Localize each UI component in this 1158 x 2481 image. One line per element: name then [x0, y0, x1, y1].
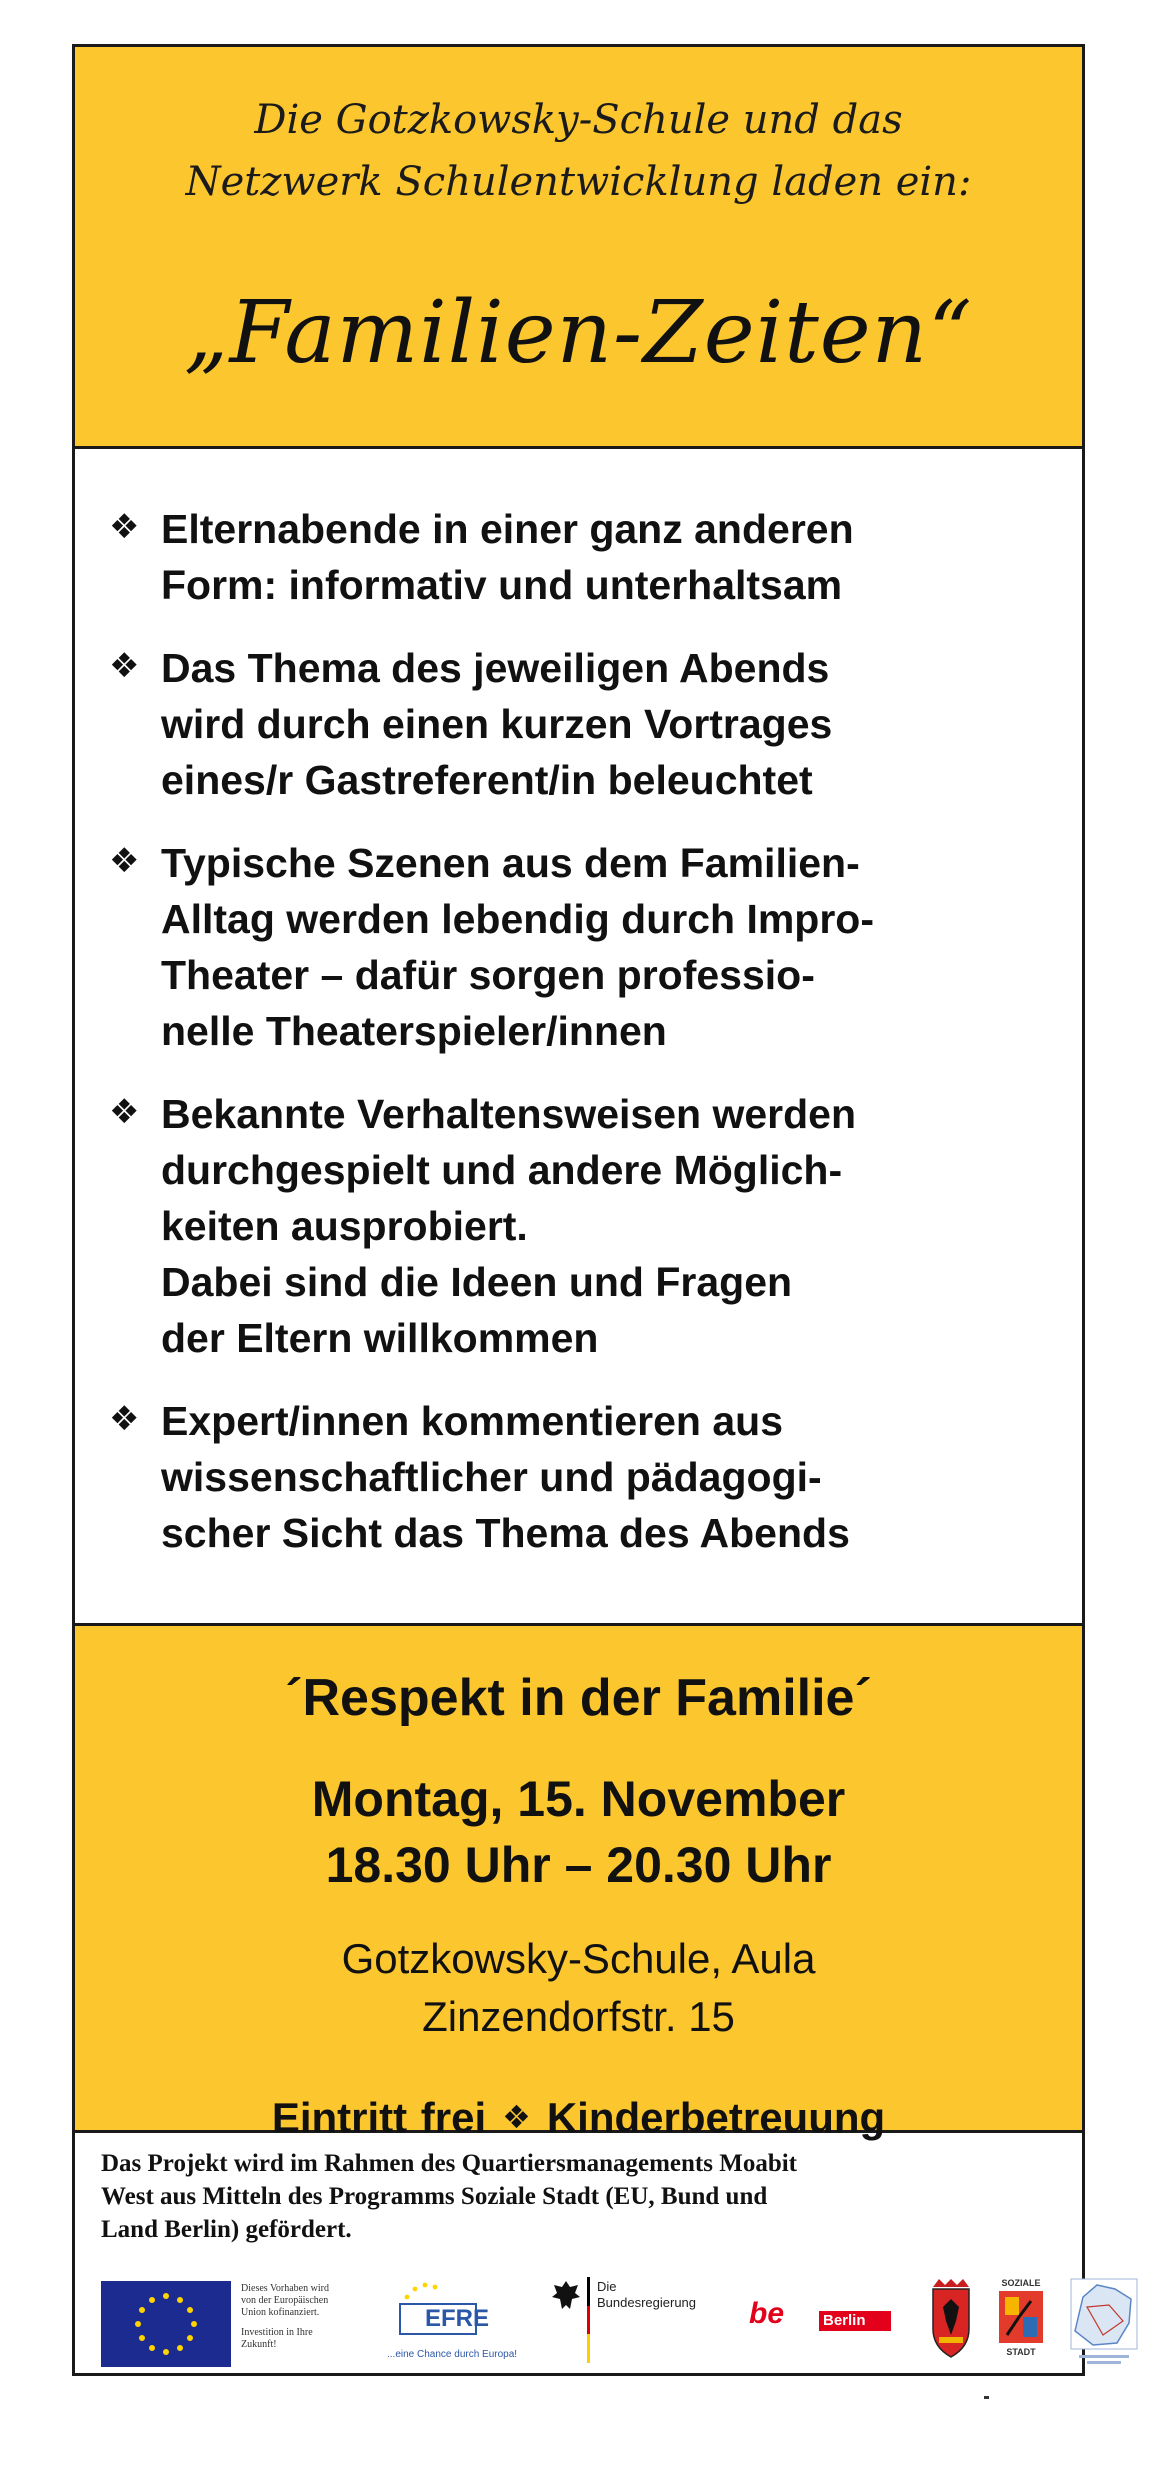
list-item	[99, 501, 1052, 613]
list-item	[99, 1086, 1052, 1366]
list-item-line: Das Thema des jeweiligen Abends	[161, 645, 830, 691]
invitation-line: Die Gotzkowsky-Schule und das	[254, 97, 903, 143]
event-venue: Gotzkowsky-Schule, Aula	[341, 1935, 816, 1982]
list-item-line: scher Sicht das Thema des Abends	[161, 1510, 850, 1556]
list-item-line: der Eltern willkommen	[161, 1315, 599, 1361]
diamond-separator-icon: ❖	[502, 2099, 531, 2135]
admission-text: Eintritt frei	[271, 2094, 487, 2141]
quartiersmanagement-map-icon	[1069, 2277, 1139, 2369]
be-berlin-be: be	[749, 2297, 785, 2330]
list-item-line: Form: informativ und unterhaltsam	[161, 562, 843, 608]
event-banner	[75, 1623, 1082, 2141]
soziale-stadt-top-text: SOZIALE	[1001, 2278, 1041, 2288]
quartiersmanagement-logo	[1069, 2277, 1139, 2369]
scan-speck	[984, 2396, 989, 2399]
list-item-line: Expert/innen kommentieren aus	[161, 1398, 784, 1444]
eu-stars-icon	[101, 2281, 231, 2367]
diamond-bullet-icon: ❖	[109, 842, 140, 880]
list-item-line: nelle Theaterspieler/innen	[161, 1008, 667, 1054]
list-item-line: Alltag werden lebendig durch Impro-	[161, 896, 874, 942]
funding-line: Land Berlin) gefördert.	[101, 2216, 352, 2243]
efre-logo	[387, 2277, 527, 2369]
eu-text-line: Dieses Vorhaben wird	[241, 2283, 329, 2294]
soziale-stadt-icon	[991, 2277, 1051, 2367]
bundesregierung-text	[597, 2279, 696, 2311]
eu-text-line: Investition in Ihre	[241, 2327, 313, 2338]
eu-flag-logo	[101, 2281, 231, 2367]
event-address: Zinzendorfstr. 15	[422, 1993, 735, 2040]
diamond-bullet-icon: ❖	[109, 647, 140, 685]
list-item	[99, 1393, 1052, 1561]
list-item-line: keiten ausprobiert.	[161, 1203, 528, 1249]
list-item-line: Elternabende in einer ganz anderen	[161, 506, 854, 552]
list-item-line: Dabei sind die Ideen und Fragen	[161, 1259, 793, 1305]
event-date: Montag, 15. November	[311, 1771, 846, 1827]
efre-label: EFRE	[425, 2305, 490, 2332]
list-item-line: durchgespielt und andere Möglich-	[161, 1147, 843, 1193]
invitation-text	[75, 47, 1082, 213]
funding-section	[75, 2133, 1082, 2373]
invitation-line: Netzwerk Schulentwicklung laden ein:	[185, 159, 972, 205]
flyer-frame	[72, 44, 1085, 2376]
sponsor-logos	[101, 2277, 1064, 2377]
diamond-bullet-icon: ❖	[109, 508, 140, 546]
childcare-text: Kinderbetreuung	[546, 2094, 886, 2141]
list-item	[99, 835, 1052, 1059]
german-flag-bar-icon	[587, 2277, 590, 2363]
bundesregierung-logo	[551, 2277, 721, 2369]
event-series-title: „Familien-Zeiten“	[183, 283, 974, 383]
coat-of-arms-icon	[929, 2277, 973, 2363]
list-item-line: Bekannte Verhaltensweisen werden	[161, 1091, 856, 1137]
federal-eagle-icon	[551, 2279, 581, 2313]
eu-text-line: Zukunft!	[241, 2339, 277, 2350]
eu-text-line: Union kofinanziert.	[241, 2307, 320, 2318]
event-datetime	[75, 1766, 1082, 1898]
list-item-line: wird durch einen kurzen Vortrages	[161, 701, 833, 747]
funding-line: Das Projekt wird im Rahmen des Quartiersmanagements Moabit	[101, 2150, 797, 2177]
bund-text-line: Bundesregierung	[597, 2295, 697, 2310]
eu-text-line: von der Europäischen	[241, 2295, 329, 2306]
list-item-line: Typische Szenen aus dem Familien-	[161, 840, 860, 886]
header-banner	[75, 47, 1082, 449]
diamond-bullet-icon: ❖	[109, 1093, 140, 1131]
soziale-stadt-bottom-text: STADT	[1006, 2347, 1036, 2357]
soziale-stadt-logo	[991, 2277, 1051, 2367]
bund-text-line: Die	[597, 2279, 617, 2294]
be-berlin-logo	[749, 2297, 899, 2347]
diamond-bullet-icon: ❖	[109, 1400, 140, 1438]
funding-line: West aus Mitteln des Programms Soziale Stadt (EU, Bund und	[101, 2183, 768, 2210]
be-berlin-word: Berlin	[823, 2312, 866, 2329]
list-item-line: eines/r Gastreferent/in beleuchtet	[161, 757, 813, 803]
event-topic: ´Respekt in der Familie´	[285, 1669, 872, 1727]
event-time: 18.30 Uhr – 20.30 Uhr	[325, 1837, 832, 1893]
event-location	[75, 1930, 1082, 2046]
features-section	[75, 449, 1082, 1623]
district-coat-of-arms-logo	[929, 2277, 973, 2363]
list-item-line: Theater – dafür sorgen professio-	[161, 952, 815, 998]
feature-list	[99, 501, 1052, 1588]
funding-statement	[101, 2147, 1042, 2246]
efre-slogan: ...eine Chance durch Europa!	[387, 2349, 518, 2360]
eu-cofinancing-text	[241, 2283, 371, 2351]
list-item-line: wissenschaftlicher und pädagogi-	[161, 1454, 822, 1500]
list-item	[99, 640, 1052, 808]
